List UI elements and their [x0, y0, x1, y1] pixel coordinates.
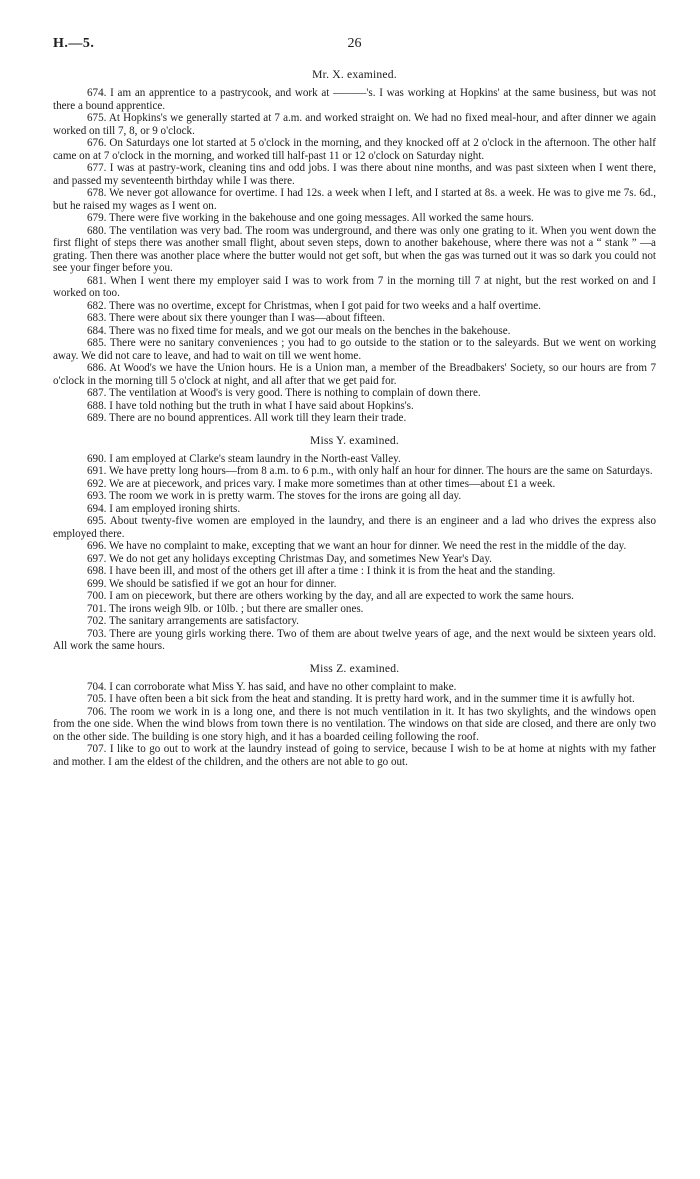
section-title: Miss Y. examined. [309, 433, 400, 447]
page-number: 26 [347, 36, 362, 51]
paragraph-689: 689. There are no bound apprentices. All work till they learn their trade. [87, 412, 407, 424]
section-title: Miss Z. examined. [309, 661, 400, 675]
section-title: Mr. X. examined. [312, 68, 397, 81]
paragraph-700: 700. I am on piecework, but there are others working by the day, and all are expected to work the same hours. [87, 590, 574, 602]
document-reference: H.—5. [53, 36, 95, 51]
paragraph-706: 706. The room we work in is a long one, and there is not much ventilation in it. It has two skylights, and the windows open from the one side. When the wind blows from town there is no ventilation. The windows on that side are closed, and there are only two on the other side. The building is one story high, and it has a boarded ceiling following the roof. [53, 705, 656, 743]
paragraph-684: 684. There was no fixed time for meals, and we got our meals on the benches in the bakehouse. [87, 324, 511, 337]
paragraph-677: 677. I was at pastry-work, cleaning tins and odd jobs. I was there about nine months, and was past sixteen when I went there, and passed my seventeenth birthday while I was there. [53, 162, 656, 187]
paragraph-679: 679. There were five working in the bakehouse and one going messages. All worked the same hours. [87, 212, 534, 224]
paragraph-682: 682. There was no overtime, except for Christmas, when I got paid for two weeks and a half overtime. [87, 299, 541, 312]
section-miss-z [53, 662, 656, 769]
paragraph-674: 674. I am an apprentice to a pastrycook, and work at ———'s. I was working at Hopkins' at the same business, but was not there a bound apprentice. [53, 87, 656, 112]
paragraph-688: 688. I have told nothing but the truth in what I have said about Hopkins's. [87, 399, 414, 412]
section-mr-x [53, 68, 656, 425]
paragraph-698: 698. I have been ill, and most of the others get ill after a time : I think it is from the heat and the standing. [87, 565, 556, 577]
paragraph-699: 699. We should be satisfied if we got an hour for dinner. [87, 577, 337, 590]
paragraph-703: 703. There are young girls working there. Two of them are about twelve years of age, and the next would be sixteen years old. All work the same hours. [53, 627, 656, 652]
paragraph-678: 678. We never got allowance for overtime. I had 12s. a week when I left, and I started at 8s. a week. He was to give me 7s. 6d., but he raised my wages as I went on. [53, 187, 656, 212]
paragraph-707: 707. I like to go out to work at the laundry instead of going to service, because I wish to be at home at nights with my father and mother. I am the eldest of the children, and the others are not able to go out. [53, 743, 656, 768]
paragraph-701: 701. The irons weigh 9lb. or 10lb. ; but there are smaller ones. [87, 602, 364, 615]
paragraph-696: 696. We have no complaint to make, excepting that we want an hour for dinner. We need the rest in the middle of the day. [87, 540, 627, 552]
paragraph-690: 690. I am employed at Clarke's steam laundry in the North-east Valley. [87, 452, 401, 465]
paragraph-695: 695. About twenty-five women are employed in the laundry, and there is an engineer and a lad who drives the express also employed there. [53, 515, 656, 540]
paragraph-691: 691. We have pretty long hours—from 8 a.m. to 6 p.m., with only half an hour for dinner. The hours are the same on Saturdays. [87, 465, 653, 477]
paragraph-697: 697. We do not get any holidays excepting Christmas Day, and sometimes New Year's Day. [87, 552, 492, 565]
paragraph-675: 675. At Hopkins's we generally started at 7 a.m. and worked straight on. We had no fixed meal-hour, and after dinner we again worked on till 7, 8, or 9 o'clock. [53, 112, 656, 137]
paragraph-702: 702. The sanitary arrangements are satisfactory. [87, 615, 299, 627]
paragraph-693: 693. The room we work in is pretty warm. The stoves for the irons are going all day. [87, 490, 462, 502]
paragraph-681: 681. When I went there my employer said I was to work from 7 in the morning till 7 at night, but the rest worked on and I worked on too. [53, 274, 656, 299]
paragraph-683: 683. There were about six there younger than I was—about fifteen. [87, 312, 385, 324]
paragraph-685: 685. There were no sanitary conveniences ; you had to go outside to the station or to the saleyards. But we went on working away. We did not care to leave, and had to wait on till we went home. [53, 337, 656, 362]
paragraph-692: 692. We are at piecework, and prices vary. I make more sometimes than at other times—about £1 a week. [87, 477, 556, 490]
paragraph-686: 686. At Wood's we have the Union hours. He is a Union man, a member of the Breadbakers' Society, so our hours are from 7 o'clock in the morning till 5 o'clock at night, and all after that we get paid for. [53, 362, 656, 387]
paragraph-704: 704. I can corroborate what Miss Y. has said, and have no other complaint to make. [87, 680, 457, 693]
paragraph-694: 694. I am employed ironing shirts. [87, 502, 241, 515]
paragraph-687: 687. The ventilation at Wood's is very good. There is nothing to complain of down there. [87, 387, 481, 399]
paragraph-676: 676. On Saturdays one lot started at 5 o'clock in the morning, and they knocked off at 2 o'clock in the afternoon. The other half came on at 7 o'clock in the morning, and worked till half-past 11 or 12 o'clock on Saturday night. [53, 137, 656, 162]
paragraph-705: 705. I have often been a bit sick from the heat and standing. It is pretty hard work, and in the summer time it is awfully hot. [87, 693, 635, 705]
section-miss-y [53, 434, 656, 653]
paragraph-680: 680. The ventilation was very bad. The room was underground, and there was only one grating to it. When you went down the first flight of steps there was another small flight, about seven steps, down to another bakehouse, where there was not a “ stank ” —a grating. Then there was another place where the butter would not get soft, but when the gas was turned out it was so dark you could not see your finger before you. [53, 224, 656, 274]
page-header [53, 36, 656, 58]
